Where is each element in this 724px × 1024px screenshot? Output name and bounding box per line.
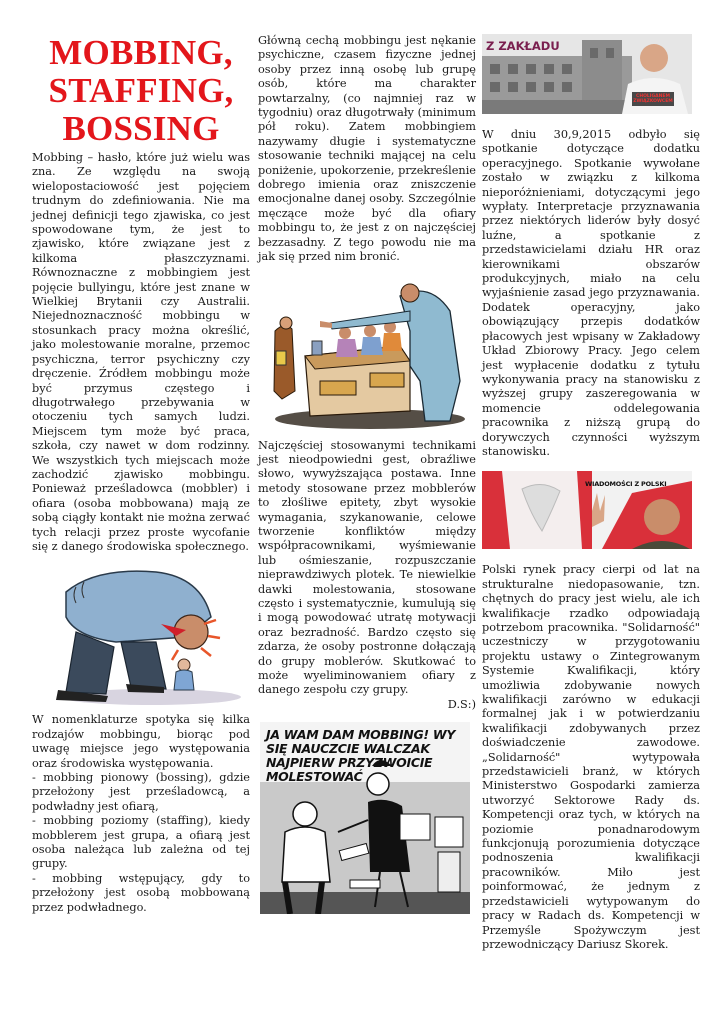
- z-zakladu-banner: [482, 34, 692, 114]
- shirt-text: CHOLIGANEM ZWIĄZKOWCEM: [633, 94, 673, 104]
- column-3: [482, 34, 700, 952]
- boss-shouting-drawing: [36, 562, 246, 707]
- title-line-1: MOBBING,: [49, 33, 233, 72]
- title-line-3: BOSSING: [62, 109, 220, 148]
- boss-shouting-illustration: [36, 562, 246, 707]
- mobbing-type-horizontal: - mobbing poziomy (staffing), kiedy mobblerem jest grupa, a ofiarą jest osoba należąca lub zależna od tej grupy.: [32, 814, 250, 871]
- wiadomosci-z-polski-banner: [482, 471, 692, 549]
- office-pointing-illustration: [260, 271, 470, 431]
- mobbing-type-vertical: - mobbing pionowy (bossing), gdzie przełożony jest prześladowcą, a podwładny jest ofiarą,: [32, 771, 250, 813]
- office-pointing-drawing: [260, 271, 470, 431]
- z-zakladu-label: Z ZAKŁADU: [486, 39, 560, 53]
- molestowac-cartoon: [260, 722, 470, 914]
- wiadomosci-label: WIADOMOŚCI Z POLSKI: [585, 480, 667, 489]
- title-line-2: STAFFING,: [48, 71, 234, 110]
- mobbing-type-ascending: - mobbing wstępujący, gdy to przełożony jest osobą mobbowaną przez podwładnego.: [32, 871, 250, 914]
- mobbing-intro-paragraph: Mobbing – hasło, które już wielu was zna. Ze względu na swoją wielopostaciowość jest pojęciem trudnym do zdefiniowania. Nie ma jednej definicji tego zjawiska, co jest spowodowane tym, że jest to zjawisko, które związane jest z kilkoma płaszczyznami. Równoznaczne z mobbingiem jest pojęcie bullyingu, które jest znane w Wielkiej Brytanii czy Australii. Niejednoznaczność mobbingu w stosunkach pracy można określić, jako molestowanie moralne, przemoc psychiczna, terror psychiczny czy dręczenie. Źródłem mobbingu może być przymus częstego i długotrwałego przebywania w otoczeniu tych samych ludzi. Miejscem tym może być praca, szkoła, czy nawet w dom rodzinny. We wszystkich tych miejscach może zachodzić zjawisko mobbingu. Ponieważ prześladowca (mobbler) i ofiara (osoba mobbowana) mają ze sobą ciągły kontakt nie można zerwać tych relacji przez proste wycofanie się z danego środowiska społecznego.: [32, 151, 250, 553]
- labor-market-paragraph: Polski rynek pracy cierpi od lat na strukturalne niedopasowanie, tzn. chętnych do pracy jest wielu, ale ich kwalifikacje rzadko odpowiadają potrzebom pracownika. "Solidarność" uczestniczy w przygotowaniu projektu ustawy o Zintegrowanym Systemie Kwalifikacji, który umożliwia zdobywanie nowych kwalifikacji zarówno w edukacji formalnej jak i w potwierdzaniu kwalifikacji zdobywanych przez doświadczenie zawodowe. „Solidarność" wytypowała przedstawicieli branż, w których Ministerstwo Gospodarki zamierza utworzyć Sektorowe Rady ds. Kompetencji oraz tych, w których na poziomie ponadnarodowym funkcjonują porozumienia dotyczące podnoszenia kwalifikacji pracowników. Miło jest poinformować, że jednym z przedstawicieli wytypowanym do pracy w Radach ds. Kompetencji w Przemyśle Spożywczym jest przewodniczący Dariusz Skorek.: [482, 563, 700, 951]
- mobbing-techniques-paragraph: Najczęściej stosowanymi technikami jest nieodpowiedni gest, obraźliwe słowo, wywyższająca postawa. Inne metody stosowane przez mobblerów to złośliwe epitety, zbyt wysokie wymagania, szykanowanie, celowe tworzenie konfliktów między współpracownikami, wyśmiewanie lub ośmieszanie, rozpuszczanie nieprawdziwych plotek. Te niewielkie dawki molestowania, stosowane często i systematycznie, kumulują się i mogą powodować utratę motywacji oraz bezradność. Bardzo często się zdarza, że osoby postronne dołączają do grupy moblerów. Skutkować to może wyeliminowaniem ofiary z danego zespołu czy grupy.: [258, 438, 476, 697]
- mobbing-definition-paragraph: Główną cechą mobbingu jest nękanie psychiczne, czasem fizyczne jednej osoby przez inną osobę lub grupę osób, które ma charakter powtarzalny, (co najmniej raz w tygodniu) oraz długotrwały (minimum pół roku). Zatem mobbingiem nazywamy długie i systematyczne stosowanie techniki mającej na celu poniżenie, upokorzenie, przekreślenie dobrego imienia oraz zniszczenie emocjonalne danej osoby. Szczególnie męczące może być dla ofiary mobbingu to, że jest z on najczęściej bezzasadny. Z tego powodu nie ma jak się przed nim bronić.: [258, 34, 476, 264]
- column-1: [32, 34, 250, 915]
- operational-bonus-paragraph: W dniu 30,9,2015 odbyło się spotkanie dotyczące dodatku operacyjnego. Spotkanie wywołane zostało w związku z kilkoma nieporóżnieniami, dotyczącymi jego wypłaty. Interpretacje przyznawania przez niektórych liderów były dosyć luźne, a spotkanie z przedstawicielami działu HR oraz kierownikami obszarów produkcyjnych, miało na celu wyjaśnienie zasad jego przyznawania. Dodatek operacyjny, jako obowiązujący przepis dodatków płacowych jest wpisany w Zakładowy Układ Zbiorowy Pracy. Jego celem jest wypłacenie dodatku z tytułu wykonywania pracy na stanowisku z wyższej grupy zaszeregowania w momencie oddelegowania pracownika z niższą grupą do dorywczych czynności wyższym stanowisku.: [482, 128, 700, 458]
- author-signature: D.S:): [447, 697, 476, 711]
- mobbing-types-intro: W nomenklaturze spotyka się kilka rodzajów mobbingu, biorąc pod uwagę miejsce jego występowania oraz środowiska występowania.: [32, 713, 250, 770]
- cartoon-speech-text: JA WAM DAM MOBBING! WY SIĘ NAUCZCIE WALCZAK NAJPIERW PRZYZWOICIE MOLESTOWAĆ: [266, 727, 456, 785]
- column-2: [258, 34, 476, 914]
- article-title: [32, 34, 250, 148]
